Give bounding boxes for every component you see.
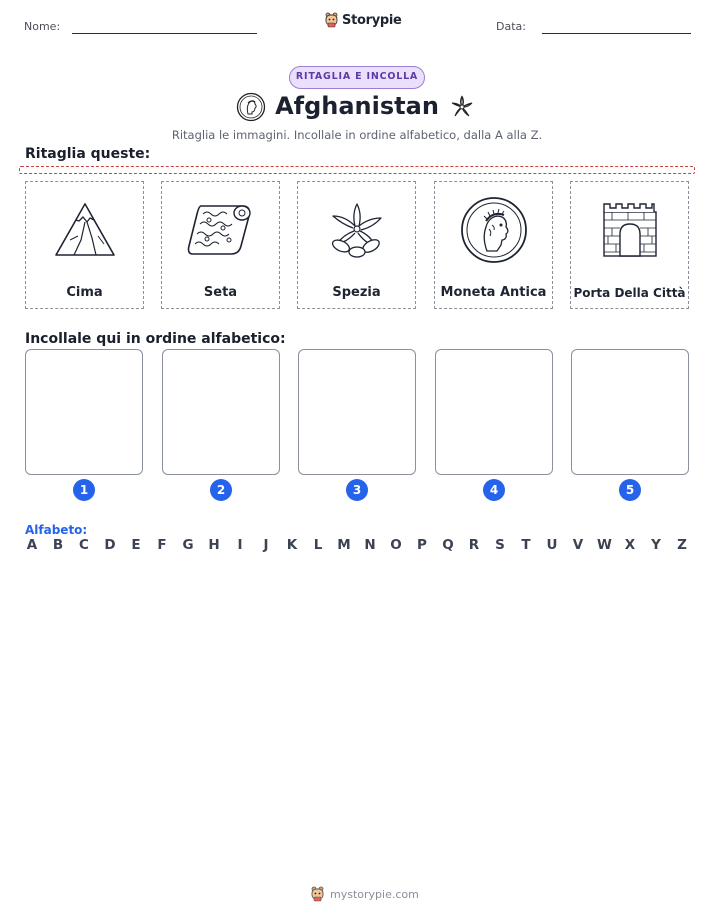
city-gate-icon — [600, 200, 660, 260]
card-label: Cima — [66, 285, 103, 300]
cut-heading: Ritaglia queste: — [25, 146, 151, 162]
order-number-1: 1 — [73, 479, 95, 501]
order-number-5: 5 — [619, 479, 641, 501]
alphabet-letter: S — [495, 537, 505, 553]
silk-roll-icon — [185, 200, 257, 260]
page-title: Afghanistan — [275, 92, 439, 120]
name-label: Nome: — [24, 20, 61, 33]
paste-box-4[interactable] — [435, 349, 553, 475]
mountain-icon — [52, 200, 118, 260]
brand-logo — [324, 12, 402, 28]
activity-badge: RITAGLIA E INCOLLA — [289, 66, 425, 89]
alphabet-letter: X — [624, 537, 636, 553]
cut-card-moneta-antica[interactable] — [434, 181, 553, 309]
alphabet-letter: Z — [677, 537, 687, 553]
alphabet-title: Alfabeto: — [25, 523, 88, 537]
card-label: Moneta Antica — [440, 285, 547, 300]
alphabet-letter: F — [157, 537, 167, 553]
alphabet-letter: K — [286, 537, 298, 553]
storypie-mascot-icon — [324, 12, 339, 28]
name-line[interactable] — [72, 33, 257, 34]
card-label: Spezia — [332, 285, 381, 300]
alphabet-letter: P — [417, 537, 427, 553]
ancient-coin-icon — [459, 195, 529, 265]
cut-dashed-line — [19, 166, 695, 174]
paste-box-5[interactable] — [571, 349, 689, 475]
alphabet-letter: A — [26, 537, 38, 553]
card-label: Seta — [203, 285, 238, 300]
alphabet-row — [25, 537, 689, 553]
alphabet-letter: C — [79, 537, 89, 553]
alphabet-letter: O — [390, 537, 402, 553]
brand-name: Storypie — [342, 12, 402, 28]
alphabet-letter: D — [104, 537, 116, 553]
alphabet-letter: Y — [651, 537, 661, 553]
card-label: Porta Della Città — [573, 286, 686, 300]
alphabet-letter: W — [597, 537, 612, 553]
alphabet-letter: N — [364, 537, 376, 553]
star-anise-title-icon — [449, 94, 475, 125]
paste-heading: Incollale qui in ordine alfabetico: — [25, 331, 286, 347]
alphabet-letter: U — [546, 537, 558, 553]
alphabet-letter: R — [468, 537, 480, 553]
order-number-2: 2 — [210, 479, 232, 501]
alphabet-letter: I — [237, 537, 243, 553]
cut-card-spezia[interactable] — [297, 181, 416, 309]
alphabet-letter: M — [337, 537, 351, 553]
alphabet-letter: E — [131, 537, 141, 553]
footer-url[interactable]: mystorypie.com — [330, 887, 419, 901]
cut-card-porta-della-citta[interactable] — [570, 181, 689, 309]
instructions: Ritaglia le immagini. Incollale in ordine alfabetico, dalla A alla Z. — [171, 128, 543, 142]
alphabet-letter: H — [208, 537, 220, 553]
paste-box-3[interactable] — [298, 349, 416, 475]
alphabet-letter: B — [52, 537, 64, 553]
paste-box-2[interactable] — [162, 349, 280, 475]
order-number-3: 3 — [346, 479, 368, 501]
date-line[interactable] — [542, 33, 691, 34]
date-label: Data: — [496, 20, 526, 33]
alphabet-letter: L — [313, 537, 323, 553]
alphabet-letter: G — [182, 537, 194, 553]
storypie-mascot-icon — [310, 886, 325, 902]
alphabet-letter: Q — [442, 537, 454, 553]
order-number-4: 4 — [483, 479, 505, 501]
alphabet-letter: V — [572, 537, 584, 553]
alphabet-letter: T — [521, 537, 531, 553]
paste-box-1[interactable] — [25, 349, 143, 475]
footer — [310, 886, 419, 902]
alphabet-letter: J — [263, 537, 269, 553]
cut-card-seta[interactable] — [161, 181, 280, 309]
spice-anise-icon — [325, 200, 389, 260]
cut-card-cima[interactable] — [25, 181, 144, 309]
